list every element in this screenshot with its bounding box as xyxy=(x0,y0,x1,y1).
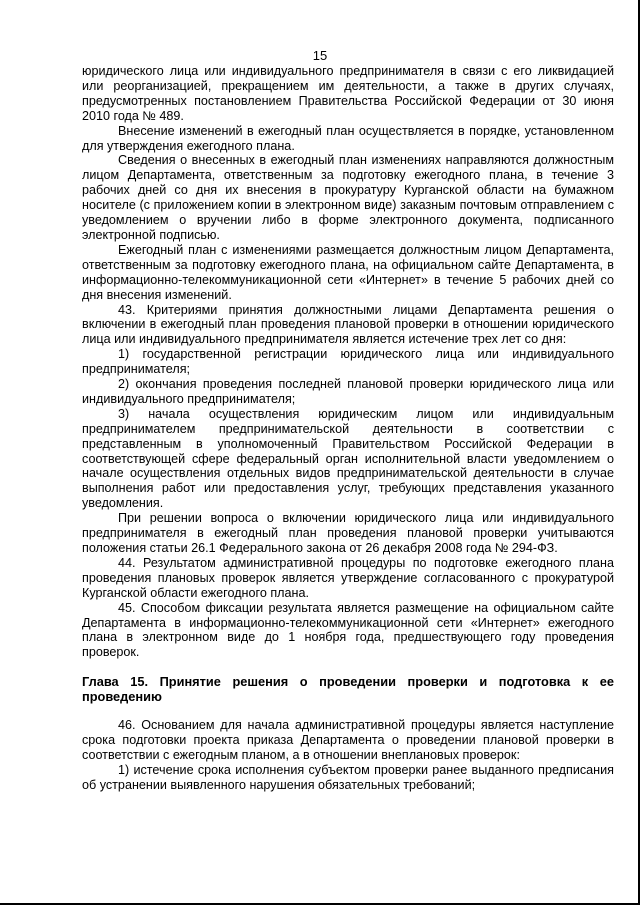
paragraph: 2) окончания проведения последней плановой проверки юридического лица или индивидуального предпринимателя; xyxy=(82,377,614,406)
paragraph: 45. Способом фиксации результата является размещение на официальном сайте Департамента в информационно-телекоммуникационной сети «Интернет» ежегодного плана в электронном виде до 1 ноября года, предшествующего году проведения проверок. xyxy=(82,600,614,660)
paragraph: 1) истечение срока исполнения субъектом проверки ранее выданного предписания об устранении выявленного нарушения обязательных требований; xyxy=(82,762,614,792)
paragraph: 1) государственной регистрации юридического лица или индивидуального предпринимателя; xyxy=(82,347,614,377)
paragraphs-before-heading xyxy=(82,64,614,660)
chapter-heading: Глава 15. Принятие решения о проведении проверки и подготовка к ее проведению xyxy=(82,674,614,705)
document-body xyxy=(82,64,614,793)
paragraph: юридического лица или индивидуального предпринимателя в связи с его ликвидацией или реорганизацией, прекращением им деятельности, а также в других случаях, предусмотренных постановлением Правительства Российской Федерации от 30 июня 2010 года № 489. xyxy=(82,64,614,123)
paragraph: 46. Основанием для начала административной процедуры является наступление срока подготовки проекта приказа Департамента о проведении плановой проверки в соответствии с ежегодным планом, а в отношении внеплановых проверок: xyxy=(82,718,614,763)
paragraphs-after-heading xyxy=(82,718,614,793)
paragraph: Сведения о внесенных в ежегодный план изменениях направляются должностным лицом Департамента, ответственным за подготовку ежегодного плана, в течение 3 рабочих дней со дня их внесения в прокуратуру Курганской области на бумажном носителе (с приложением копии в электронном виде) заказным почтовым отправлением с уведомлением о вручении либо в форме электронного документа, подписанного электронной подписью. xyxy=(82,153,614,242)
paragraph: 44. Результатом административной процедуры по подготовке ежегодного плана проведения плановых проверок является утверждение согласованного с прокуратурой Курганской области ежегодного плана. xyxy=(82,555,614,600)
paragraph: Внесение изменений в ежегодный план осуществляется в порядке, установленном для утверждения ежегодного плана. xyxy=(82,123,614,153)
page-number: 15 xyxy=(312,48,328,63)
paragraph: Ежегодный план с изменениями размещается должностным лицом Департамента, ответственным за подготовку ежегодного плана, на официальном сайте Департамента, в информационно-телекоммуникационной сети «Интернет» в течение 5 рабочих дней со дня внесения изменений. xyxy=(82,242,614,302)
paragraph: При решении вопроса о включении юридического лица или индивидуального предпринимателя в ежегодный план проведения плановой проверки учитываются положения статьи 26.1 Федерального закона от 26 декабря 2008 года № 294-ФЗ. xyxy=(82,511,614,555)
paragraph: 43. Критериями принятия должностными лицами Департамента решения о включении в ежегодный план проведения плановой проверки в отношении юридического лица или индивидуального предпринимателя является истечение трех лет со дня: xyxy=(82,302,614,347)
paragraph: 3) начала осуществления юридическим лицом или индивидуальным предпринимателем предпринимательской деятельности в соответствии с представленным в уполномоченный Правительством Российской Федерации в соответствующей сфере федеральный орган исполнительной власти уведомлением о начале осуществления отдельных видов предпринимательской деятельности в случае выполнения работ или предоставления услуг, требующих представления указанного уведомления. xyxy=(82,406,614,511)
